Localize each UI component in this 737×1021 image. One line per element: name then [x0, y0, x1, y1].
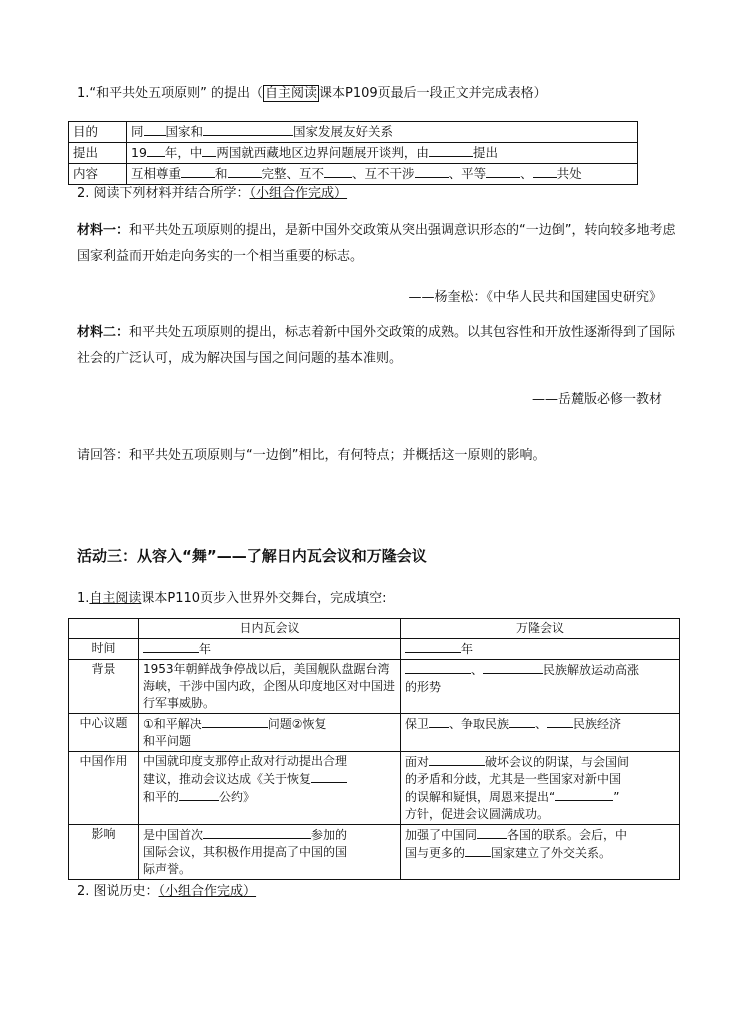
q1-heading: 1.“和平共处五项原则” 的提出（ 自主阅读 课本P109页最后一段正文并完成表格） — [77, 86, 547, 101]
blank-field[interactable] — [429, 144, 473, 157]
blank-field[interactable] — [144, 123, 166, 136]
blank-field[interactable] — [415, 165, 449, 178]
material-two-source: ——岳麓版必修一教材 — [531, 392, 662, 407]
blank-field[interactable] — [202, 715, 268, 728]
table-header-row: 日内瓦会议 万隆会议 — [69, 619, 680, 639]
blank-field[interactable] — [465, 844, 491, 857]
table-row: 目的 同 国家和 国家发展友好关系 — [69, 122, 638, 143]
self-read-link: 自主阅读 — [89, 591, 142, 606]
q2-heading: 2. 阅读下列材料并结合所学：（小组合作完成） — [77, 186, 348, 201]
table-row: 中国作用 中国就印度支那停止敌对行动提出合理 建议，推动会议达成《关于恢复 和平的 公约》 面对 破坏会议的阴谋，与会国间 的矛盾和分歧，尤其是一些国家对新中国 的误解和疑惧，周恩来提出“ ” 方针，促进会议圆满成功。 — [69, 752, 680, 825]
table-row: 时间 年 年 — [69, 639, 680, 660]
blank-field[interactable] — [324, 165, 352, 178]
blank-field[interactable] — [181, 165, 215, 178]
material-two: 材料二：和平共处五项原则的提出，标志着新中国外交政策的成熟。以其包容性和开放性逐渐得到了国际社会的广泛认可，成为解决国与国之间问题的基本准则。 — [77, 325, 676, 366]
blank-field[interactable] — [203, 826, 311, 839]
blank-field[interactable] — [228, 165, 262, 178]
blank-field[interactable] — [179, 788, 219, 801]
blank-field[interactable] — [147, 144, 165, 157]
principles-table — [68, 121, 638, 185]
group-work-tag: （小组合作完成） — [249, 186, 348, 201]
blank-field[interactable] — [555, 788, 613, 801]
blank-field[interactable] — [429, 753, 485, 766]
blank-field[interactable] — [143, 640, 199, 653]
blank-field[interactable] — [547, 715, 573, 728]
q4-heading: 2. 图说历史：（小组合作完成） — [77, 884, 257, 899]
table-row: 内容 互相尊重 和 完整、互不 、互不干涉 、平等 、 共处 — [69, 164, 638, 185]
blank-field[interactable] — [203, 123, 293, 136]
blank-field[interactable] — [311, 770, 347, 783]
question-text: 请回答：和平共处五项原则与“一边倒”相比，有何特点；并概括这一原则的影响。 — [77, 448, 546, 463]
self-read-tag: 自主阅读 — [265, 86, 318, 101]
activity-three-title: 活动三：从容入“舞”——了解日内瓦会议和万隆会议 — [77, 547, 427, 565]
table-row: 提出 19 年，中 两国就西藏地区边界问题展开谈判，由 提出 — [69, 143, 638, 164]
blank-field[interactable] — [477, 826, 507, 839]
material-one-source: ——杨奎松：《中华人民共和国建国史研究》 — [408, 290, 662, 305]
blank-field[interactable] — [429, 715, 449, 728]
q3-heading: 1.自主阅读课本P110页步入世界外交舞台，完成填空: — [77, 591, 387, 606]
table-row: 中心议题 ①和平解决 问题②恢复 和平问题 保卫 、争取民族 、 民族经济 — [69, 714, 680, 752]
blank-field[interactable] — [405, 640, 461, 653]
group-work-tag: （小组合作完成） — [158, 884, 257, 899]
blank-field[interactable] — [483, 661, 543, 674]
blank-field[interactable] — [202, 144, 216, 157]
material-one: 材料一：和平共处五项原则的提出，是新中国外交政策从突出强调意识形态的“一边倒”，转向较多地考虑国家利益而开始走向务实的一个相当重要的标志。 — [77, 223, 676, 264]
blank-field[interactable] — [486, 165, 520, 178]
table-row: 背景 1953年朝鲜战争停战以后，美国舰队盘踞台湾海峡，干涉中国内政，企图从印度地区对中国进行军事威胁。 、 民族解放运动高涨 的形势 — [69, 660, 680, 714]
blank-field[interactable] — [405, 661, 471, 674]
blank-field[interactable] — [509, 715, 535, 728]
conference-table — [68, 618, 680, 880]
blank-field[interactable] — [533, 165, 557, 178]
table-row: 影响 是中国首次 参加的 国际会议，其积极作用提高了中国的国 际声誉。 加强了中国同 各国的联系。会后，中 国与更多的 国家建立了外交关系。 — [69, 825, 680, 880]
